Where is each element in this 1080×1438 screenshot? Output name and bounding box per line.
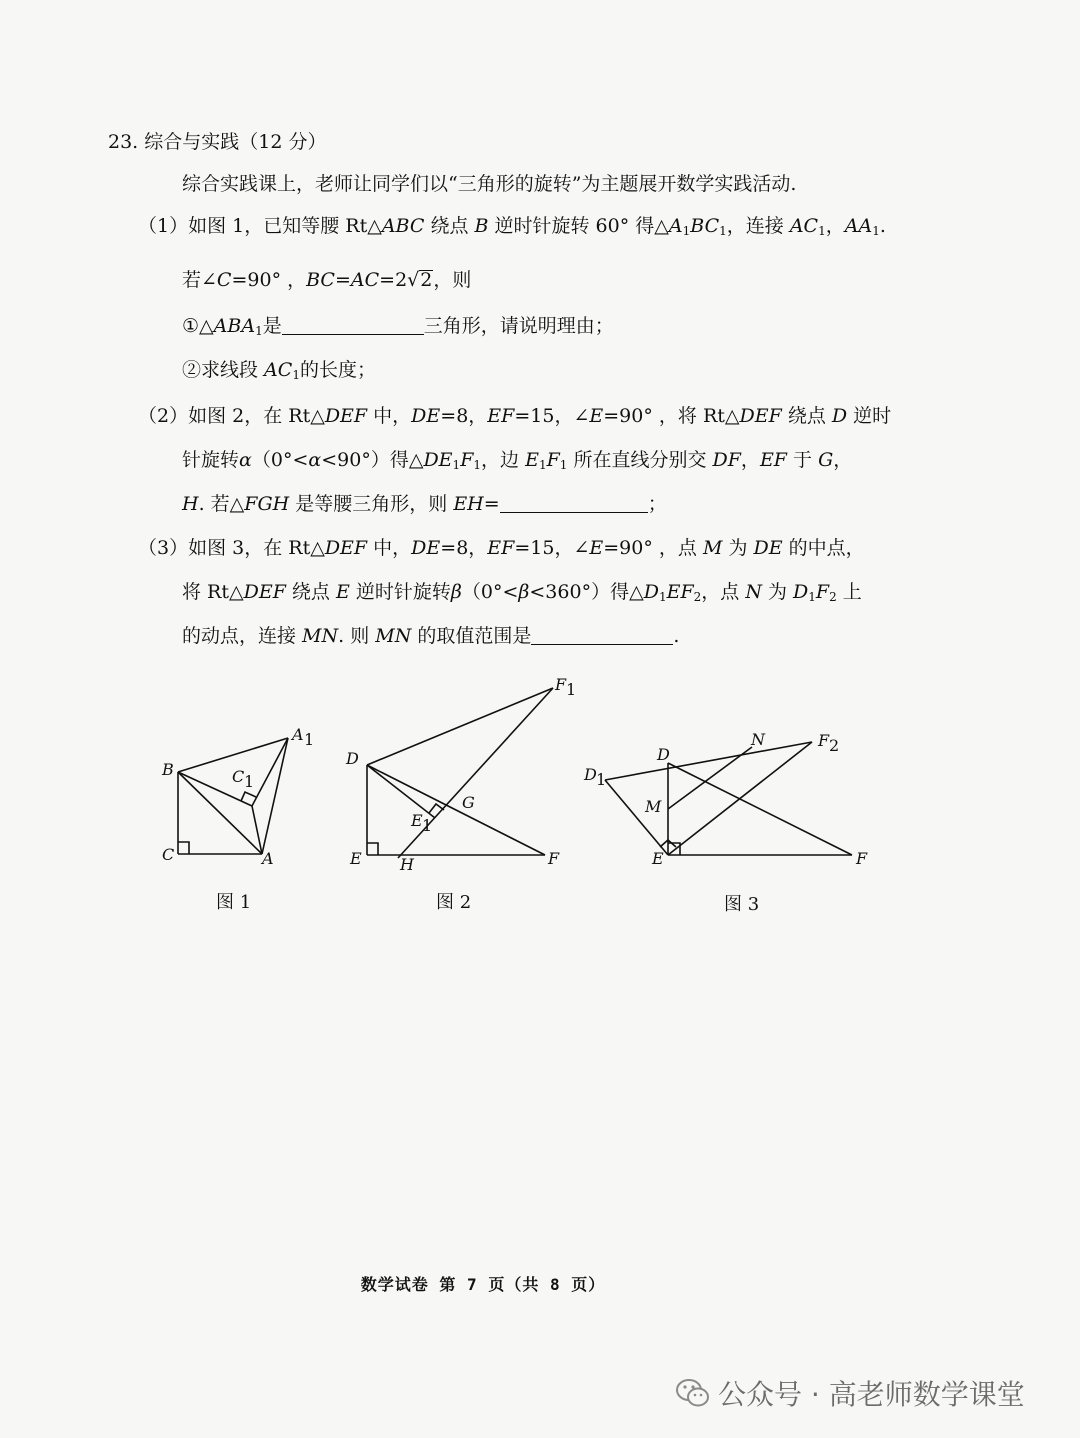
fig2-label-F1: F [555, 675, 567, 694]
part1-q1: $①\triangle ABA_1$是 三角形，请说明理由； [182, 315, 614, 338]
fig1-label-B: B [162, 760, 174, 779]
fig3-label-N: N [751, 730, 765, 749]
fig1-label-C1-sub: 1 [244, 772, 255, 791]
fig3-label-F: F [856, 849, 868, 868]
fig1-label-A1-sub: 1 [304, 730, 315, 749]
question-header: 23. 综合与实践（12 分） [108, 131, 327, 153]
part1-line2: 若∠C=90° ，BC=AC=2√2，则 [182, 269, 472, 291]
fig3-label-D: D [657, 745, 670, 764]
part3-line3: 的动点，连接 MN. 则 MN 的取值范围是 . [182, 625, 680, 647]
part3-line2: 将 Rt△DEF 绕点 E 逆时针旋转β（0°<β<360°）得$\triangle D_1EF_2$，点 N 为 $D_1F_2$ 上 [182, 581, 862, 604]
part2-line2: 针旋转α（0°<α<90°）得$\triangle DE_1F_1$，边 $E_1F_1$ 所在直线分别交 DF，EF 于 G， [182, 449, 853, 472]
fig3-label-D1: D [584, 765, 597, 784]
fig2-label-E1-sub: 1 [422, 816, 433, 835]
fig2-label-F1-sub: 1 [566, 680, 577, 699]
wechat-icon [676, 1378, 710, 1408]
part1-q2: ②求线段 $AC_1$的长度； [182, 359, 376, 382]
part3-line1: （3）如图 3，在 Rt△DEF 中，DE=8，EF=15，∠E=90° ，点 M 为 DE 的中点， [138, 537, 865, 559]
part2-line3: H. 若△FGH 是等腰三角形，则 EH= ； [182, 493, 667, 515]
fig2-label-F: F [548, 849, 560, 868]
fig3-label-M: M [645, 797, 662, 816]
figure-3-caption: 图 3 [724, 894, 760, 915]
figure-2-caption: 图 2 [436, 892, 472, 913]
fig1-label-C1: C [232, 767, 245, 786]
part2-line1: （2）如图 2，在 Rt△DEF 中，DE=8，EF=15，∠E=90° ，将 Rt△DEF 绕点 D 逆时 [138, 405, 892, 427]
fig3-label-F2-sub: 2 [829, 736, 840, 755]
fig2-label-E1: E [411, 811, 423, 830]
part1-line1: （1）如图 1，已知等腰 Rt△ABC 绕点 B 逆时针旋转 60° 得$\triangle A_1BC_1$，连接 $AC_1$，$AA_1$. [138, 215, 886, 238]
page-footer: 数学试卷 第 7 页（共 8 页） [360, 1275, 606, 1294]
watermark-text: 公众号 · 高老师数学课堂 [718, 1378, 1025, 1411]
question-intro: 综合实践课上，老师让同学们以“三角形的旋转”为主题展开数学实践活动. [182, 173, 797, 195]
fig2-label-H: H [400, 855, 414, 874]
watermark [676, 1373, 1025, 1413]
fig1-label-A: A [262, 849, 274, 868]
fig2-label-D: D [346, 749, 359, 768]
figure-2-diagram [367, 688, 553, 858]
figure-3-diagram [605, 742, 852, 855]
fig2-label-E: E [350, 849, 362, 868]
fig3-label-E: E [652, 849, 664, 868]
fig1-label-A1: A [292, 725, 304, 744]
fig3-label-F2: F [818, 731, 830, 750]
fig2-label-G: G [462, 793, 475, 812]
fig3-label-D1-sub: 1 [596, 770, 607, 789]
figure-1-caption: 图 1 [216, 892, 252, 913]
fig1-label-C: C [162, 845, 175, 864]
figure-1-diagram [178, 738, 288, 854]
